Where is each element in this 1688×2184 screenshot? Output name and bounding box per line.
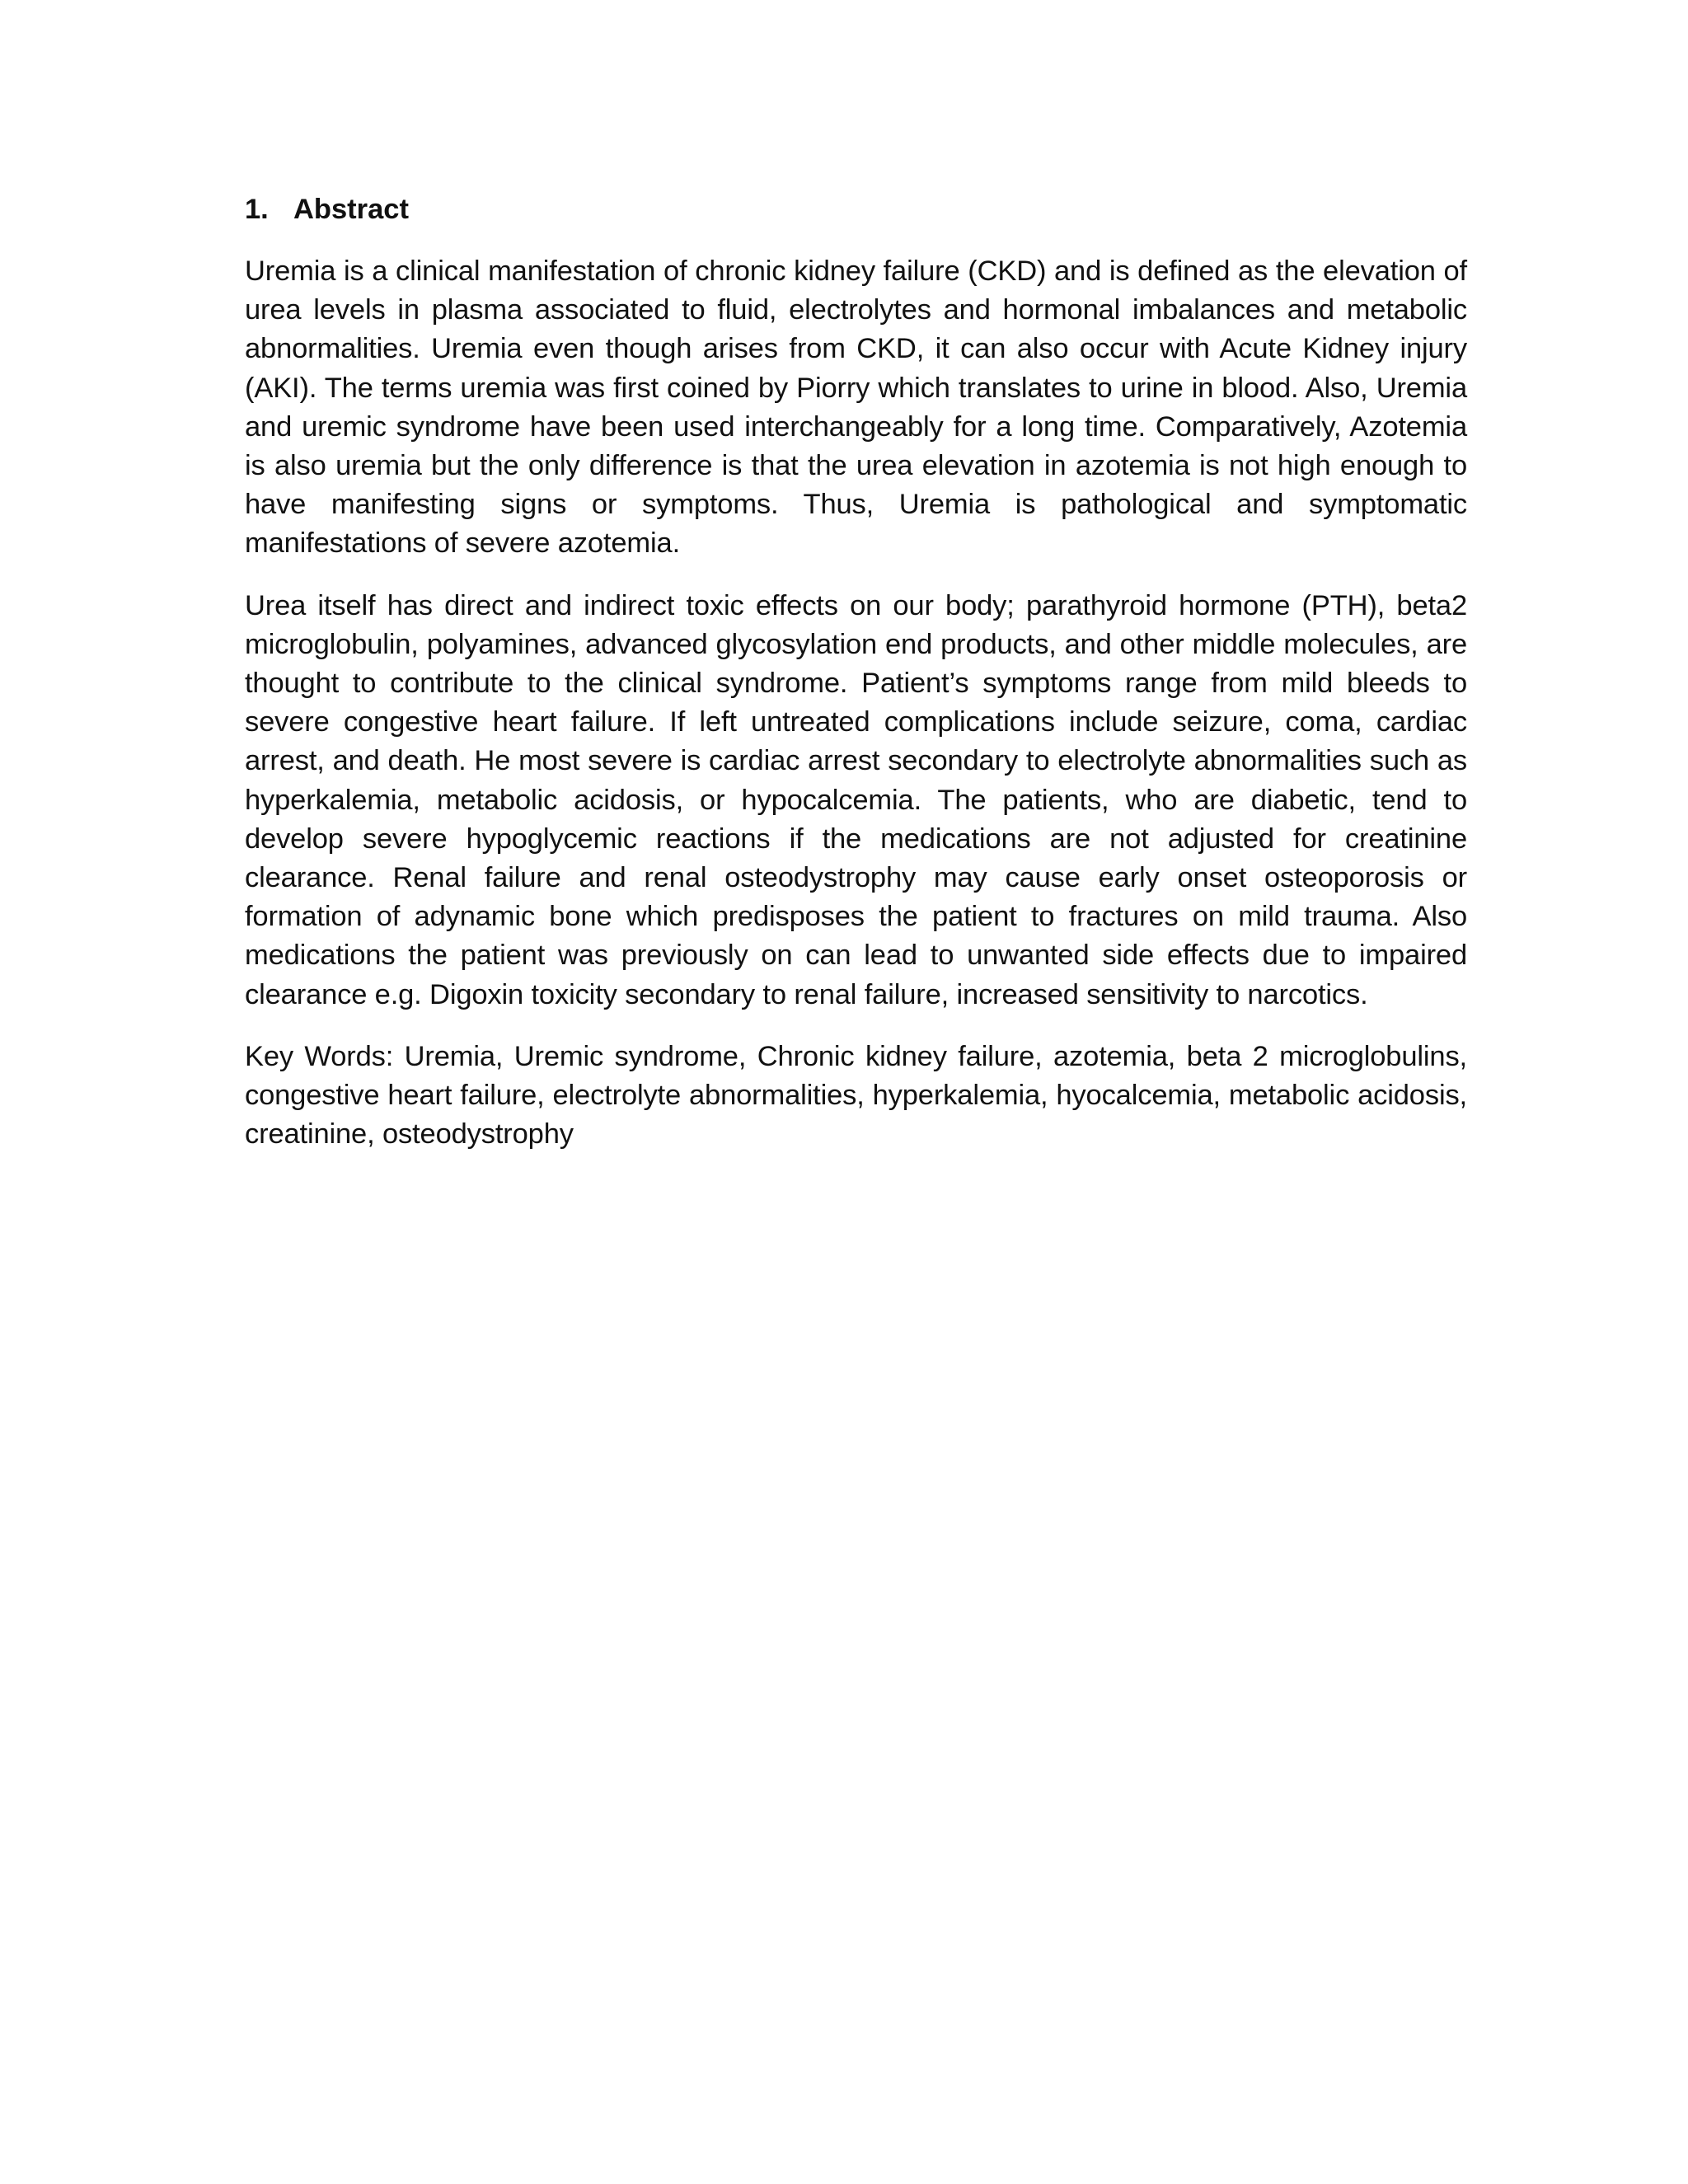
abstract-paragraph-uremia-definition: Uremia is a clinical manifestation of chronic kidney failure (CKD) and is defined as the elevation of urea levels in plasma associated to fluid, electrolytes and hormonal imbalances and metabolic abnormalities. Uremia even though arises from CKD, it can also occur with Acute Kidney injury (AKI). The terms uremia was first coined by Piorry which translates to urine in blood. Also, Uremia and uremic syndrome have been used interchangeably for a long time. Comparatively, Azotemia is also uremia but the only difference is that the urea elevation in azotemia is not high enough to have manifesting signs or symptoms. Thus, Uremia is pathological and symptomatic manifestations of severe azotemia. <box>245 255 1467 560</box>
section-heading <box>245 190 1467 229</box>
abstract-paragraph-toxic-effects: Urea itself has direct and indirect toxic effects on our body; parathyroid hormone (PTH), beta2 microglobulin, polyamines, advanced glycosylation end products, and other middle molecules, are thought to contribute to the clinical syndrome. Patient’s symptoms range from mild bleeds to severe congestive heart failure. If left untreated complications include seizure, coma, cardiac arrest, and death. He most severe is cardiac arrest secondary to electrolyte abnormalities such as hyperkalemia, metabolic acidosis, or hypocalcemia. The patients, who are diabetic, tend to develop severe hypoglycemic reactions if the medications are not adjusted for creatinine clearance. Renal failure and renal osteodystrophy may cause early onset osteoporosis or formation of adynamic bone which predisposes the patient to fractures on mild trauma. Also medications the patient was previously on can lead to unwanted side effects due to impaired clearance e.g. Digoxin toxicity secondary to renal failure, increased sensitivity to narcotics. <box>245 589 1467 1010</box>
keywords-paragraph: Key Words: Uremia, Uremic syndrome, Chronic kidney failure, azotemia, beta 2 microglobulins, congestive heart failure, electrolyte abnormalities, hyperkalemia, hyocalcemia, metabolic acidosis, creatinine, osteodystrophy <box>245 1040 1467 1151</box>
section-title: Abstract <box>293 194 409 225</box>
document-page <box>245 190 1467 1177</box>
section-number: 1. <box>245 194 269 225</box>
